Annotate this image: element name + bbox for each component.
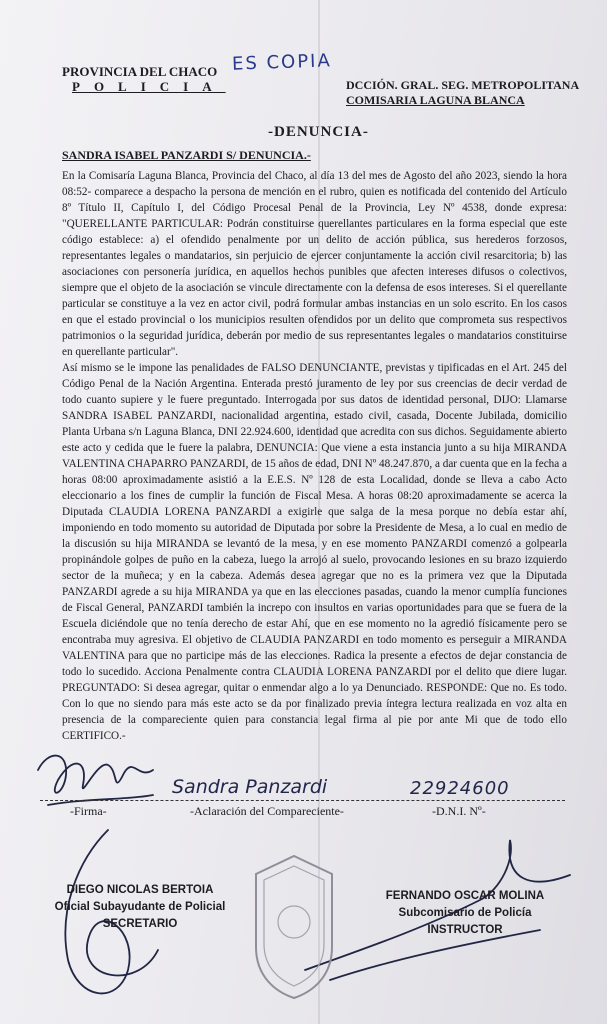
document-subject: SANDRA ISABEL PANZARDI S/ DENUNCIA.- (62, 148, 311, 162)
province-name: PROVINCIA DEL CHACO (62, 64, 218, 79)
officer-right-rank: Subcomisario de Policía (398, 907, 532, 919)
officer-left-role: SECRETARIO (102, 918, 178, 930)
handwritten-copy-note: ES COPIA (231, 50, 333, 75)
body-paragraph-2: Así mismo se le impone las penalidades de FALSO DENUNCIANTE, previstas y tipificadas en el Art. 245 del Código Penal de la Nación Argentina. Enterada prestó juramento de ley por sus creencias de decir verdad de todo cuanto supiere y le fuere preguntado. Interrogada por sus datos de identidad personal, DIJO: Llamarse SANDRA ISABEL PANZARDI, nacionalidad argentina, estado civil, casada, Docente Jubilada, domicilio Planta Urbana s/n Laguna Blanca, DNI 22.924.600, identidad que acredita con sus dichos. Seguidamente abierto este acto y cedida que le fuere la palabra, DENUNCIA: Que viene a esta instancia junto a su hija MIRANDA VALENTINA CHAPARRO PANZARDI, de 15 años de edad, DNI Nº 48.247.870, a dar cuenta que en la fecha a horas 08:00 aproximadamente asistió a la E.E.S. Nº 128 de esta Localidad, donde se lleva a cabo Acto eleccionario a los fines de cumplir la función de Fiscal Mesa. A horas 08:20 aproximadamente se acerca la Diputada CLAUDIA LORENA PANZARDI a exigirle que salga de la mesa porque no debía estar ahí, imponiendo en todo momento su autoridad de Diputada por sobre la Presidente de Mesa, a lo cual en medio de la discusión su hija MIRANDA se levantó de la mesa, y en ese momento PANZARDI comenzó a golpearla propinándole golpes de puño en la cabeza, luego la arrojó al suelo, provocando lesiones en su brazo izquierdo sector de la muñeca; y en la cabeza. Además desea agregar que no es la primera vez que la Diputada PANZARDI agrede a su hija MIRANDA ya que en las elecciones pasadas, cuando la menor cumplía funciones de Fiscal General, PANZARDI también la increpo con insultos en varias oportunidades para que se fuera de la Escuela diciéndole que no tenía derecho de estar Ahí, que en ese momento no la agredió físicamente pero se encontraba muy agresiva. El objetivo de CLAUDIA PANZARDI en todo momento es perseguir a MIRANDA VALENTINA para que no participe más de las elecciones. Radica la presente a efectos de dejar constancia de todo lo sucedido. Acciona Penalmente contra CLAUDIA LORENA PANZARDI por el delito que diere lugar. PREGUNTADO: Si desea agregar, quitar o enmendar algo a lo ya Denunciado. RESPONDE: Que no. Es todo. Con lo que no siendo para más este acto se da por finalizado previa íntegra lectura realizada en voz alta en presencia de la compareciente quien para constancia legal firma al pie por ante Mi que de todo ello CERTIFICO.- (62, 362, 567, 742)
officer-left (40, 882, 240, 933)
police-label: POLICIA (72, 79, 226, 94)
header-right (346, 78, 579, 108)
document-body (62, 168, 567, 744)
handwritten-name: Sandra Panzardi (172, 776, 328, 798)
body-paragraph-1: En la Comisaría Laguna Blanca, Provincia del Chaco, al día 13 del mes de Agosto del año 2023, siendo la hora 08:52- comparece a despacho la persona de mención en el rubro, quien es notificada del contenido del Artículo 8º Título II, Capítulo I, del Código Procesal Penal de la Provincia, Ley Nº 4538, donde expresa: "QUERELLANTE PARTICULAR: Podrán constituirse querellantes particulares en la forma especial que este código establece: a) el ofendido penalmente por un delito de acción pública, sus herederos forzosos, representantes legales o mandatarios, sin perjuicio de ejercer conjuntamente la acción civil resarcitoria; b) las asociaciones con personería jurídica, en aquellos hechos punibles que afecten intereses difusos o colectivos, siempre que el objeto de la asociación se vincule directamente con la defensa de esos intereses. Si el querellante particular se constituye a la vez en actor civil, podrá formular ambas instancias en un solo escrito. En los casos en que el estado provincial o los municipios resulten ofendidos por un delito que comprometa sus respectivos patrimonios o la seguridad jurídica, deberán por medio de sus representantes legales o mandatarios constituirse en querellante particular". (62, 170, 567, 358)
document-title: -DENUNCIA- (268, 124, 369, 140)
officer-left-name: DIEGO NICOLAS BERTOIA (66, 884, 214, 896)
police-seal-stamp (246, 852, 342, 1002)
officer-right-role: INSTRUCTOR (427, 924, 503, 936)
direction-name: DCCIÓN. GRAL. SEG. METROPOLITANA (346, 78, 580, 92)
officer-right-name: FERNANDO OSCAR MOLINA (385, 890, 545, 902)
label-dni: -D.N.I. Nº- (432, 804, 486, 818)
header-left (62, 64, 226, 94)
handwritten-dni: 22924600 (410, 778, 510, 799)
label-firma: -Firma- (70, 804, 107, 818)
commissariat-name: COMISARIA LAGUNA BLANCA (346, 93, 525, 107)
officer-right (360, 888, 570, 939)
officer-left-rank: Oficial Subayudante de Policial (54, 901, 226, 913)
signature-line (40, 800, 565, 801)
label-aclaracion: -Aclaración del Compareciente- (190, 804, 344, 818)
